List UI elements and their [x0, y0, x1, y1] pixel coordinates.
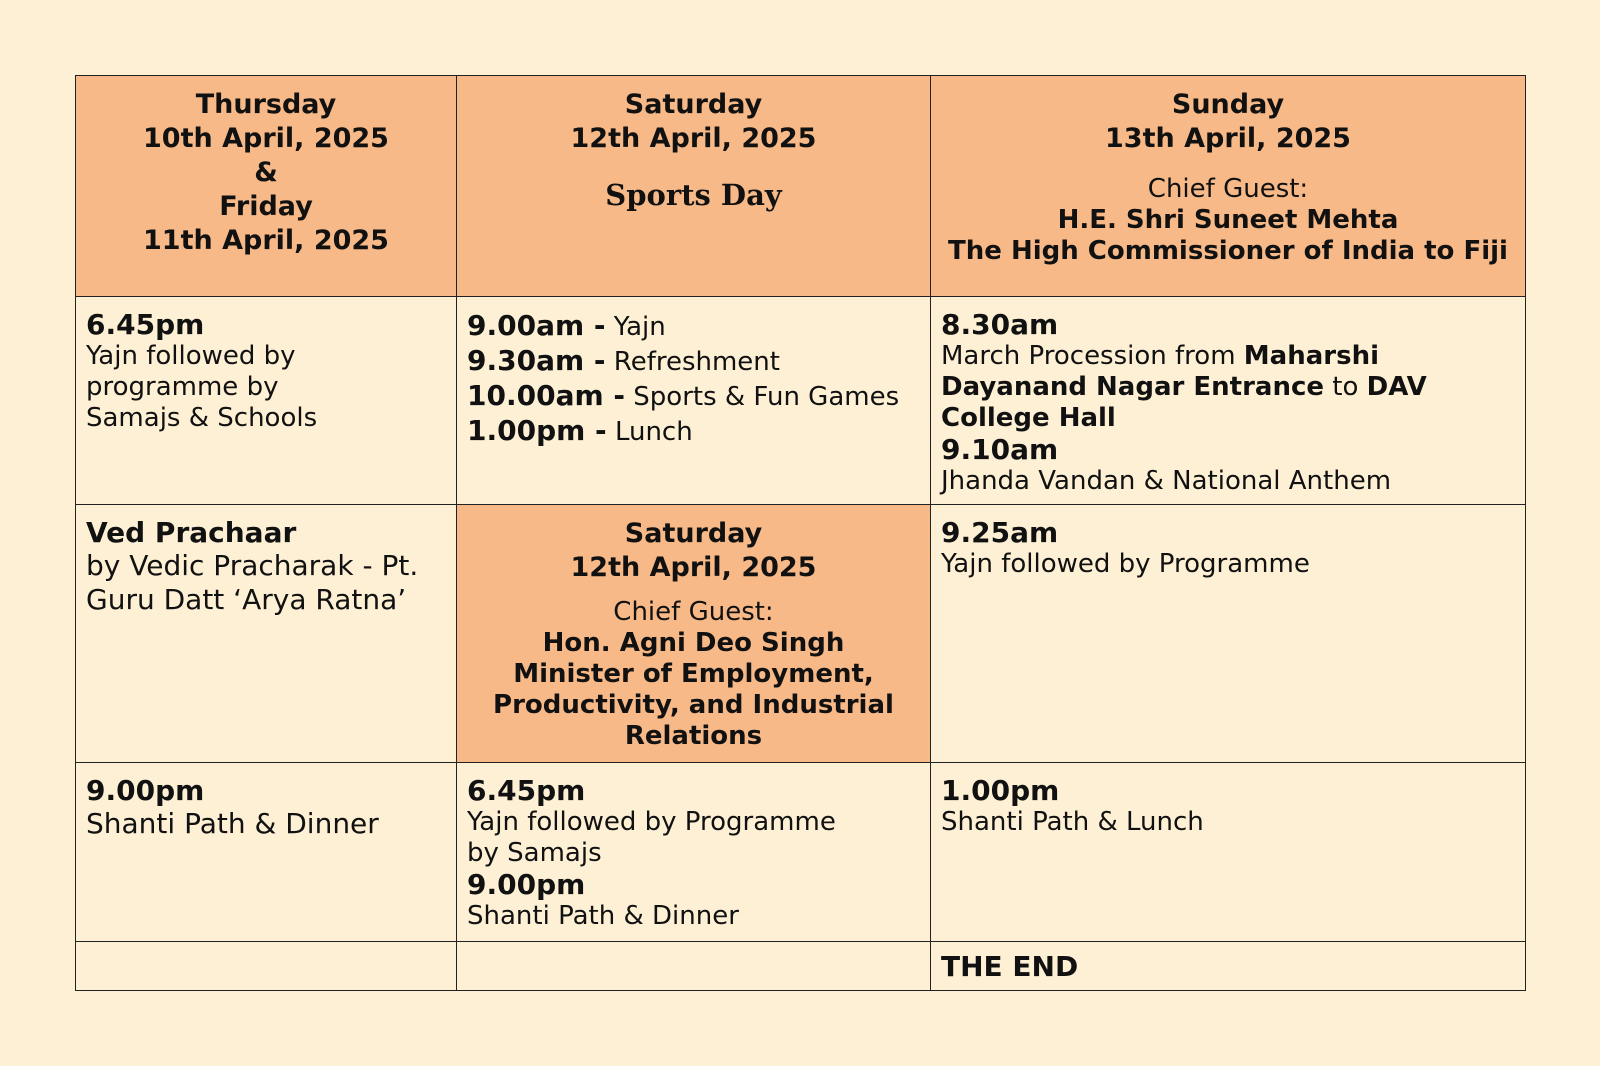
schedule-row-final — [76, 942, 1526, 991]
event-time: 9.00pm — [467, 868, 586, 902]
sports-day-title: Sports Day — [605, 178, 782, 212]
header-cell-thursday-friday — [76, 76, 457, 297]
event-desc: Jhanda Vandan & National Anthem — [941, 466, 1392, 497]
cell-saturday-chief-guest — [457, 504, 931, 763]
header-date: 10th April, 2025 — [143, 123, 389, 154]
header-date: 12th April, 2025 — [570, 551, 817, 583]
cell-the-end — [931, 942, 1526, 991]
header-day: Thursday — [195, 89, 337, 120]
procession-text: March Procession from — [941, 341, 1244, 372]
chief-guest-name: H.E. Shri Suneet Mehta — [1057, 205, 1399, 235]
header-date: 11th April, 2025 — [143, 225, 389, 256]
procession-desc — [941, 341, 1515, 434]
chief-guest-name: Hon. Agni Deo Singh — [542, 627, 845, 658]
cell-thursday-evening — [76, 297, 457, 504]
event-desc: programme by — [86, 372, 279, 403]
event-item — [467, 309, 920, 344]
cell-sunday-programme — [931, 504, 1526, 763]
cell-sunday-lunch — [931, 763, 1526, 942]
procession-text: to — [1324, 372, 1367, 403]
event-time: 10.00am - — [467, 379, 626, 413]
event-label: Sports & Fun Games — [633, 382, 900, 413]
schedule-row — [76, 297, 1526, 504]
event-time: 9.30am - — [467, 344, 606, 378]
chief-guest-label: Chief Guest: — [613, 596, 774, 627]
event-desc: Shanti Path & Dinner — [467, 901, 739, 932]
schedule-table — [75, 75, 1526, 991]
the-end-label: THE END — [941, 950, 1079, 984]
header-day: Saturday — [624, 89, 763, 120]
event-time: 9.25am — [941, 515, 1059, 549]
event-title: Ved Prachaar — [86, 515, 297, 549]
event-desc: Yajn followed by — [86, 341, 296, 372]
chief-guest-title: Minister of Employment, Productivity, and Industrial Relations — [493, 658, 894, 751]
event-desc: by Vedic Pracharak - Pt. Guru Datt ‘Arya Ratna’ — [86, 548, 419, 616]
event-item — [467, 379, 920, 414]
event-time: 1.00pm — [941, 774, 1060, 808]
event-time: 6.45pm — [467, 774, 586, 808]
event-item — [467, 344, 920, 379]
chief-guest-label: Chief Guest: — [1147, 174, 1309, 204]
event-desc: Samajs & Schools — [86, 403, 318, 434]
header-row — [76, 76, 1526, 297]
event-desc: Yajn followed by Programme — [941, 548, 1310, 579]
procession-destination: DAV College Hall — [941, 372, 1427, 434]
header-cell-sunday — [931, 76, 1526, 297]
event-label: Refreshment — [613, 347, 780, 378]
event-desc: by Samajs — [467, 838, 602, 869]
event-time: 9.00pm — [86, 774, 205, 808]
empty-cell — [76, 942, 457, 991]
event-time: 6.45pm — [86, 308, 205, 342]
header-cell-saturday — [457, 76, 931, 297]
header-date: 12th April, 2025 — [570, 123, 817, 154]
header-day: Friday — [219, 191, 313, 222]
chief-guest-title: The High Commissioner of India to Fiji — [948, 236, 1508, 266]
cell-ved-prachaar — [76, 504, 457, 763]
header-ampersand: & — [254, 157, 278, 188]
event-time: 1.00pm - — [467, 414, 607, 448]
event-desc: Yajn followed by Programme — [467, 807, 836, 838]
event-time: 8.30am — [941, 308, 1059, 342]
cell-saturday-morning — [457, 297, 931, 504]
event-label: Lunch — [614, 417, 693, 448]
schedule-row — [76, 763, 1526, 942]
event-time: 9.00am - — [467, 309, 606, 343]
header-date: 13th April, 2025 — [1105, 123, 1351, 154]
cell-sunday-morning — [931, 297, 1526, 504]
cell-saturday-evening — [457, 763, 931, 942]
procession-origin: Maharshi Dayanand Nagar Entrance — [941, 341, 1379, 403]
schedule-row — [76, 504, 1526, 763]
cell-thursday-night — [76, 763, 457, 942]
empty-cell — [457, 942, 931, 991]
header-day: Sunday — [1171, 89, 1285, 120]
event-time: 9.10am — [941, 433, 1059, 467]
event-item — [467, 414, 920, 449]
event-desc: Shanti Path & Lunch — [941, 807, 1204, 838]
header-day: Saturday — [624, 517, 763, 549]
event-desc: Shanti Path & Dinner — [86, 807, 379, 841]
event-label: Yajn — [613, 312, 666, 343]
